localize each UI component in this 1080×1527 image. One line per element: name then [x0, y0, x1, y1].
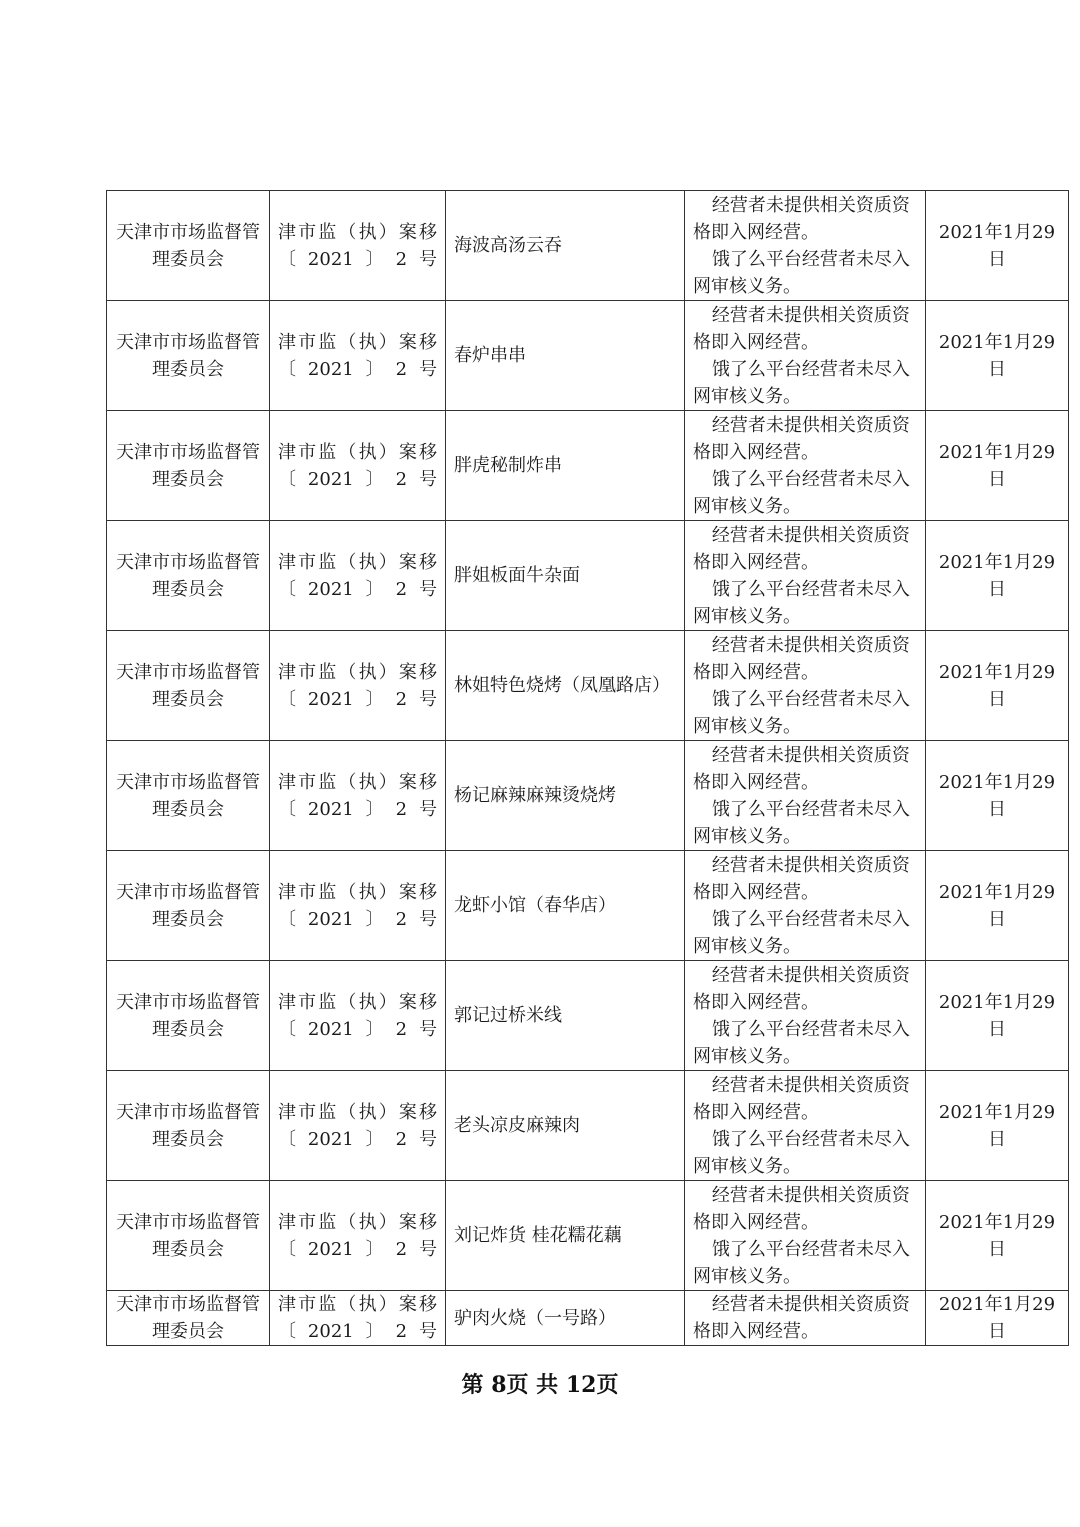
decision-date-text: 2021年1月29日: [938, 1211, 1056, 1260]
authority-cell: [107, 1181, 270, 1291]
decision-date-cell: [926, 521, 1069, 631]
authority-text: 天津市市场监督管理委员会: [116, 331, 260, 380]
merchant-name-cell: [446, 1181, 685, 1291]
merchant-name-cell: [446, 191, 685, 301]
violation-text-merchant: 经营者未提供相关资质资格即入网经营。: [693, 854, 910, 903]
authority-cell: [107, 1291, 270, 1346]
doc-number-cell: [270, 851, 446, 961]
merchant-name-cell: [446, 961, 685, 1071]
merchant-name-text: 驴肉火烧（一号路）: [454, 1307, 616, 1329]
doc-number-cell: [270, 741, 446, 851]
table-row: [107, 411, 1069, 521]
table-row: [107, 1071, 1069, 1181]
authority-text: 天津市市场监督管理委员会: [116, 221, 260, 270]
violation-cell: [685, 1181, 926, 1291]
merchant-name-text: 龙虾小馆（春华店）: [454, 895, 616, 916]
decision-date-cell: [926, 411, 1069, 521]
table-row: [107, 1291, 1069, 1346]
decision-date-text: 2021年1月29日: [938, 991, 1056, 1040]
table-row: [107, 741, 1069, 851]
violation-text-platform: 饿了么平台经营者未尽入网审核义务。: [693, 248, 910, 297]
table-row: [107, 1181, 1069, 1291]
merchant-name-cell: [446, 301, 685, 411]
violation-cell: [685, 301, 926, 411]
merchant-name-text: 郭记过桥米线: [454, 1005, 562, 1026]
table-row: [107, 961, 1069, 1071]
decision-date-cell: [926, 1181, 1069, 1291]
doc-number-text: 津市监（执）案移〔2021〕2号: [278, 221, 437, 270]
authority-text: 天津市市场监督管理委员会: [116, 1294, 260, 1342]
table-row: [107, 631, 1069, 741]
authority-text: 天津市市场监督管理委员会: [116, 441, 260, 490]
authority-text: 天津市市场监督管理委员会: [116, 881, 260, 930]
table-row: [107, 521, 1069, 631]
doc-number-text: 津市监（执）案移〔2021〕2号: [278, 441, 437, 490]
merchant-name-text: 老头凉皮麻辣肉: [454, 1115, 580, 1136]
decision-date-cell: [926, 741, 1069, 851]
violation-text-merchant: 经营者未提供相关资质资格即入网经营。: [693, 634, 910, 683]
violation-text-platform: 饿了么平台经营者未尽入网审核义务。: [693, 578, 910, 627]
violation-cell: [685, 191, 926, 301]
decision-date-text: 2021年1月29日: [938, 771, 1056, 820]
doc-number-cell: [270, 1291, 446, 1346]
doc-number-cell: [270, 1181, 446, 1291]
authority-cell: [107, 961, 270, 1071]
decision-date-cell: [926, 961, 1069, 1071]
authority-cell: [107, 851, 270, 961]
doc-number-text: 津市监（执）案移〔2021〕2号: [278, 1101, 437, 1150]
decision-date-cell: [926, 1291, 1069, 1346]
authority-cell: [107, 191, 270, 301]
violation-text-merchant: 经营者未提供相关资质资格即入网经营。: [693, 744, 910, 793]
table-row: [107, 851, 1069, 961]
violation-text-merchant: 经营者未提供相关资质资格即入网经营。: [693, 1074, 910, 1123]
decision-date-text: 2021年1月29日: [938, 1101, 1056, 1150]
merchant-name-text: 刘记炸货 桂花糯花藕: [454, 1225, 622, 1246]
decision-date-text: 2021年1月29日: [938, 331, 1056, 380]
table-row: [107, 301, 1069, 411]
authority-cell: [107, 631, 270, 741]
authority-text: 天津市市场监督管理委员会: [116, 991, 260, 1040]
doc-number-cell: [270, 301, 446, 411]
doc-number-text: 津市监（执）案移〔2021〕2号: [278, 331, 437, 380]
violation-text-merchant: 经营者未提供相关资质资格即入网经营。: [693, 1294, 910, 1342]
decision-date-text: 2021年1月29日: [938, 1294, 1056, 1342]
authority-cell: [107, 521, 270, 631]
violation-cell: [685, 631, 926, 741]
decision-date-text: 2021年1月29日: [938, 661, 1056, 710]
decision-date-cell: [926, 301, 1069, 411]
doc-number-text: 津市监（执）案移〔2021〕2号: [278, 1294, 437, 1342]
violation-text-merchant: 经营者未提供相关资质资格即入网经营。: [693, 414, 910, 463]
merchant-name-cell: [446, 521, 685, 631]
violation-cell: [685, 521, 926, 631]
authority-text: 天津市市场监督管理委员会: [116, 771, 260, 820]
merchant-name-cell: [446, 411, 685, 521]
violation-text-merchant: 经营者未提供相关资质资格即入网经营。: [693, 964, 910, 1013]
authority-text: 天津市市场监督管理委员会: [116, 1101, 260, 1150]
decision-date-cell: [926, 191, 1069, 301]
violation-cell: [685, 961, 926, 1071]
authority-cell: [107, 301, 270, 411]
authority-text: 天津市市场监督管理委员会: [116, 1211, 260, 1260]
violation-text-platform: 饿了么平台经营者未尽入网审核义务。: [693, 1018, 910, 1067]
table-row: [107, 191, 1069, 301]
violation-text-merchant: 经营者未提供相关资质资格即入网经营。: [693, 194, 910, 243]
decision-date-text: 2021年1月29日: [938, 221, 1056, 270]
authority-cell: [107, 1071, 270, 1181]
violation-text-platform: 饿了么平台经营者未尽入网审核义务。: [693, 688, 910, 737]
violation-text-merchant: 经营者未提供相关资质资格即入网经营。: [693, 1184, 910, 1233]
merchant-name-cell: [446, 1071, 685, 1181]
violation-text-merchant: 经营者未提供相关资质资格即入网经营。: [693, 524, 910, 573]
doc-number-text: 津市监（执）案移〔2021〕2号: [278, 1211, 437, 1260]
doc-number-cell: [270, 411, 446, 521]
doc-number-text: 津市监（执）案移〔2021〕2号: [278, 661, 437, 710]
violation-cell: [685, 411, 926, 521]
doc-number-text: 津市监（执）案移〔2021〕2号: [278, 551, 437, 600]
doc-number-text: 津市监（执）案移〔2021〕2号: [278, 991, 437, 1040]
merchant-name-text: 海波高汤云吞: [454, 235, 562, 256]
merchant-name-cell: [446, 851, 685, 961]
violation-text-platform: 饿了么平台经营者未尽入网审核义务。: [693, 468, 910, 517]
violation-text-platform: 饿了么平台经营者未尽入网审核义务。: [693, 1238, 910, 1287]
authority-text: 天津市市场监督管理委员会: [116, 551, 260, 600]
violation-text-merchant: 经营者未提供相关资质资格即入网经营。: [693, 304, 910, 353]
authority-cell: [107, 741, 270, 851]
doc-number-cell: [270, 191, 446, 301]
records-table: [106, 190, 1069, 1346]
violation-text-platform: 饿了么平台经营者未尽入网审核义务。: [693, 1128, 910, 1177]
records-body: [107, 191, 1069, 1346]
merchant-name-text: 胖虎秘制炸串: [454, 455, 562, 476]
decision-date-text: 2021年1月29日: [938, 881, 1056, 930]
violation-cell: [685, 1291, 926, 1346]
merchant-name-cell: [446, 1291, 685, 1346]
merchant-name-cell: [446, 631, 685, 741]
authority-text: 天津市市场监督管理委员会: [116, 661, 260, 710]
doc-number-text: 津市监（执）案移〔2021〕2号: [278, 881, 437, 930]
violation-cell: [685, 851, 926, 961]
merchant-name-text: 杨记麻辣麻辣烫烧烤: [454, 785, 616, 806]
merchant-name-text: 林姐特色烧烤（凤凰路店）: [454, 675, 670, 696]
decision-date-text: 2021年1月29日: [938, 551, 1056, 600]
authority-cell: [107, 411, 270, 521]
doc-number-cell: [270, 1071, 446, 1181]
doc-number-cell: [270, 631, 446, 741]
doc-number-cell: [270, 521, 446, 631]
page-number: 第 8页 共 12页: [461, 1372, 619, 1398]
violation-cell: [685, 1071, 926, 1181]
doc-number-text: 津市监（执）案移〔2021〕2号: [278, 771, 437, 820]
violation-text-platform: 饿了么平台经营者未尽入网审核义务。: [693, 908, 910, 957]
doc-number-cell: [270, 961, 446, 1071]
decision-date-cell: [926, 1071, 1069, 1181]
violation-text-platform: 饿了么平台经营者未尽入网审核义务。: [693, 798, 910, 847]
violation-text-platform: 饿了么平台经营者未尽入网审核义务。: [693, 358, 910, 407]
merchant-name-cell: [446, 741, 685, 851]
merchant-name-text: 春炉串串: [454, 345, 526, 366]
decision-date-cell: [926, 851, 1069, 961]
merchant-name-text: 胖姐板面牛杂面: [454, 565, 580, 586]
violation-cell: [685, 741, 926, 851]
decision-date-cell: [926, 631, 1069, 741]
decision-date-text: 2021年1月29日: [938, 441, 1056, 490]
